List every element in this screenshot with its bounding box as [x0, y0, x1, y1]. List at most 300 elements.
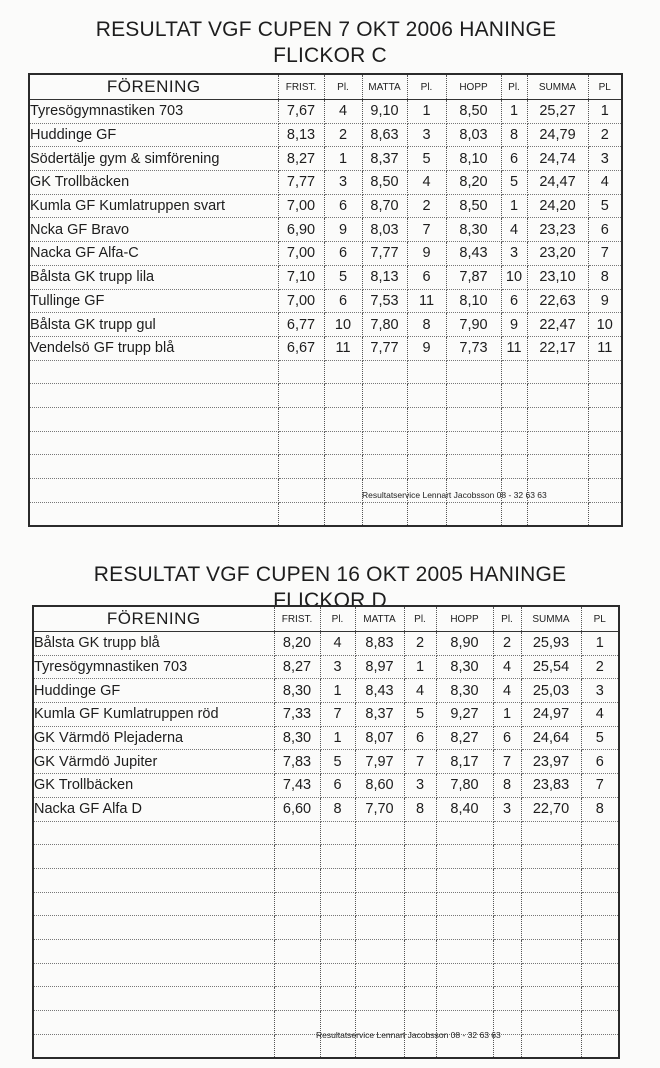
matta-score: 8,43 — [355, 679, 404, 703]
empty-cell — [33, 892, 274, 916]
column-header-hopp: HOPP — [446, 74, 501, 100]
column-header-pl: Pl. — [493, 606, 521, 632]
frist-place: 8 — [320, 797, 355, 821]
hopp-place: 6 — [501, 289, 527, 313]
empty-cell — [527, 502, 588, 526]
final-placing: 9 — [588, 289, 622, 313]
empty-cell — [581, 821, 619, 845]
matta-place: 7 — [407, 218, 446, 242]
empty-cell — [324, 455, 362, 479]
table-row — [33, 750, 619, 774]
frist-score: 6,90 — [278, 218, 324, 242]
hopp-place: 6 — [493, 726, 521, 750]
empty-cell — [29, 502, 278, 526]
empty-cell — [355, 868, 404, 892]
final-placing: 1 — [588, 100, 622, 124]
empty-cell — [33, 1034, 274, 1058]
final-placing: 7 — [588, 242, 622, 266]
table-header-row — [33, 606, 619, 632]
hopp-score: 8,30 — [446, 218, 501, 242]
final-placing: 4 — [581, 703, 619, 727]
club-name: Ncka GF Bravo — [29, 218, 278, 242]
frist-place: 10 — [324, 313, 362, 337]
empty-row — [33, 916, 619, 940]
empty-cell — [581, 868, 619, 892]
hopp-score: 7,73 — [446, 336, 501, 360]
column-header-pl: Pl. — [501, 74, 527, 100]
total-score: 22,70 — [521, 797, 581, 821]
frist-place: 1 — [320, 726, 355, 750]
table-row — [33, 726, 619, 750]
final-placing: 11 — [588, 336, 622, 360]
matta-score: 8,37 — [362, 147, 407, 171]
table-row — [33, 703, 619, 727]
final-placing: 8 — [581, 797, 619, 821]
matta-score: 7,70 — [355, 797, 404, 821]
empty-cell — [521, 939, 581, 963]
empty-cell — [581, 939, 619, 963]
empty-cell — [324, 502, 362, 526]
frist-score: 7,83 — [274, 750, 320, 774]
matta-place: 8 — [407, 313, 446, 337]
club-name: Nacka GF Alfa-C — [29, 242, 278, 266]
empty-cell — [521, 1034, 581, 1058]
club-name: Södertälje gym & simförening — [29, 147, 278, 171]
column-header-summa: SUMMA — [521, 606, 581, 632]
empty-cell — [404, 987, 436, 1011]
empty-cell — [362, 384, 407, 408]
club-name: Tullinge GF — [29, 289, 278, 313]
credit-note: Resultatservice Lennart Jacobsson 08 - 32 63 63 — [362, 490, 547, 500]
column-header-pl: Pl. — [407, 74, 446, 100]
club-name: Bålsta GK trupp blå — [33, 632, 274, 656]
hopp-score: 8,17 — [436, 750, 493, 774]
club-name: Tyresögymnastiken 703 — [29, 100, 278, 124]
empty-cell — [521, 845, 581, 869]
frist-score: 7,33 — [274, 703, 320, 727]
table-row — [29, 218, 622, 242]
matta-place: 6 — [407, 265, 446, 289]
matta-place: 5 — [407, 147, 446, 171]
empty-cell — [33, 916, 274, 940]
frist-place: 9 — [324, 218, 362, 242]
matta-score: 8,03 — [362, 218, 407, 242]
empty-cell — [521, 916, 581, 940]
empty-cell — [362, 431, 407, 455]
frist-score: 7,00 — [278, 289, 324, 313]
empty-cell — [29, 455, 278, 479]
empty-cell — [493, 939, 521, 963]
club-name: Huddinge GF — [29, 123, 278, 147]
empty-cell — [404, 916, 436, 940]
empty-cell — [501, 431, 527, 455]
table-row — [29, 194, 622, 218]
hopp-score: 9,27 — [436, 703, 493, 727]
hopp-place: 7 — [493, 750, 521, 774]
hopp-score: 8,30 — [436, 655, 493, 679]
column-header-matta: MATTA — [362, 74, 407, 100]
total-score: 24,74 — [527, 147, 588, 171]
empty-cell — [588, 384, 622, 408]
empty-cell — [521, 868, 581, 892]
club-name: Nacka GF Alfa D — [33, 797, 274, 821]
total-score: 22,17 — [527, 336, 588, 360]
empty-cell — [274, 987, 320, 1011]
empty-cell — [581, 1011, 619, 1035]
empty-cell — [278, 360, 324, 384]
matta-score: 8,97 — [355, 655, 404, 679]
empty-row — [33, 821, 619, 845]
empty-cell — [33, 821, 274, 845]
empty-cell — [501, 455, 527, 479]
empty-cell — [588, 360, 622, 384]
column-header-pl: Pl. — [404, 606, 436, 632]
empty-cell — [320, 845, 355, 869]
empty-cell — [521, 1011, 581, 1035]
empty-cell — [527, 431, 588, 455]
empty-cell — [324, 384, 362, 408]
hopp-score: 8,30 — [436, 679, 493, 703]
empty-cell — [407, 455, 446, 479]
empty-cell — [320, 939, 355, 963]
column-header-frist: FRIST. — [274, 606, 320, 632]
results-table — [32, 605, 620, 1059]
column-header-frist: FRIST. — [278, 74, 324, 100]
hopp-place: 11 — [501, 336, 527, 360]
total-score: 23,10 — [527, 265, 588, 289]
table-row — [29, 100, 622, 124]
empty-cell — [404, 868, 436, 892]
hopp-score: 8,27 — [436, 726, 493, 750]
frist-score: 8,30 — [274, 679, 320, 703]
empty-cell — [521, 821, 581, 845]
empty-cell — [274, 963, 320, 987]
empty-row — [33, 868, 619, 892]
column-header-forening: FÖRENING — [29, 74, 278, 100]
hopp-place: 4 — [501, 218, 527, 242]
empty-cell — [493, 963, 521, 987]
empty-cell — [436, 987, 493, 1011]
empty-cell — [588, 407, 622, 431]
frist-place: 11 — [324, 336, 362, 360]
empty-cell — [355, 845, 404, 869]
final-placing: 5 — [581, 726, 619, 750]
column-header-pl: Pl. — [324, 74, 362, 100]
frist-score: 6,77 — [278, 313, 324, 337]
frist-place: 5 — [324, 265, 362, 289]
matta-score: 7,53 — [362, 289, 407, 313]
empty-row — [33, 939, 619, 963]
total-score: 25,03 — [521, 679, 581, 703]
results-title: RESULTAT VGF CUPEN 16 OKT 2005 HANINGE — [93, 563, 567, 586]
frist-score: 8,27 — [278, 147, 324, 171]
empty-cell — [581, 1034, 619, 1058]
empty-cell — [436, 892, 493, 916]
empty-cell — [588, 479, 622, 503]
empty-cell — [404, 963, 436, 987]
empty-cell — [29, 384, 278, 408]
results-title: RESULTAT VGF CUPEN 7 OKT 2006 HANINGE — [95, 18, 557, 41]
empty-row — [29, 502, 622, 526]
total-score: 25,27 — [527, 100, 588, 124]
empty-cell — [436, 939, 493, 963]
table-row — [29, 265, 622, 289]
frist-place: 6 — [324, 289, 362, 313]
final-placing: 2 — [588, 123, 622, 147]
final-placing: 3 — [588, 147, 622, 171]
empty-cell — [446, 384, 501, 408]
results-section-flickor-d — [0, 545, 660, 1065]
hopp-score: 7,87 — [446, 265, 501, 289]
results-body — [29, 100, 622, 527]
empty-row — [29, 455, 622, 479]
matta-score: 7,77 — [362, 336, 407, 360]
empty-cell — [324, 360, 362, 384]
empty-row — [29, 384, 622, 408]
empty-row — [29, 360, 622, 384]
matta-place: 8 — [404, 797, 436, 821]
empty-cell — [355, 963, 404, 987]
empty-cell — [33, 845, 274, 869]
hopp-place: 1 — [501, 194, 527, 218]
frist-place: 5 — [320, 750, 355, 774]
table-row — [29, 289, 622, 313]
empty-cell — [278, 384, 324, 408]
empty-cell — [581, 892, 619, 916]
frist-place: 6 — [324, 242, 362, 266]
frist-place: 6 — [324, 194, 362, 218]
matta-place: 7 — [404, 750, 436, 774]
empty-cell — [404, 892, 436, 916]
results-subtitle: FLICKOR D — [273, 589, 387, 612]
frist-score: 6,60 — [274, 797, 320, 821]
empty-cell — [362, 455, 407, 479]
club-name: Kumla GF Kumlatruppen svart — [29, 194, 278, 218]
matta-place: 4 — [404, 679, 436, 703]
table-row — [29, 171, 622, 195]
final-placing: 4 — [588, 171, 622, 195]
empty-cell — [493, 916, 521, 940]
club-name: Kumla GF Kumlatruppen röd — [33, 703, 274, 727]
hopp-place: 10 — [501, 265, 527, 289]
empty-cell — [355, 987, 404, 1011]
empty-cell — [29, 407, 278, 431]
club-name: Huddinge GF — [33, 679, 274, 703]
final-placing: 1 — [581, 632, 619, 656]
empty-cell — [493, 868, 521, 892]
empty-cell — [446, 431, 501, 455]
total-score: 23,83 — [521, 774, 581, 798]
column-header-hopp: HOPP — [436, 606, 493, 632]
empty-cell — [527, 360, 588, 384]
empty-cell — [355, 939, 404, 963]
total-score: 22,47 — [527, 313, 588, 337]
empty-cell — [274, 939, 320, 963]
results-section-flickor-c — [0, 0, 660, 520]
empty-cell — [278, 431, 324, 455]
empty-cell — [521, 963, 581, 987]
empty-cell — [446, 455, 501, 479]
hopp-score: 7,90 — [446, 313, 501, 337]
matta-score: 8,07 — [355, 726, 404, 750]
frist-place: 4 — [320, 632, 355, 656]
empty-row — [33, 963, 619, 987]
empty-cell — [320, 821, 355, 845]
empty-cell — [588, 455, 622, 479]
hopp-score: 7,80 — [436, 774, 493, 798]
empty-cell — [404, 939, 436, 963]
empty-cell — [362, 360, 407, 384]
column-header-matta: MATTA — [355, 606, 404, 632]
empty-cell — [33, 987, 274, 1011]
empty-cell — [436, 821, 493, 845]
table-row — [29, 123, 622, 147]
empty-cell — [33, 868, 274, 892]
empty-cell — [493, 987, 521, 1011]
frist-score: 7,43 — [274, 774, 320, 798]
empty-cell — [278, 407, 324, 431]
final-placing: 6 — [581, 750, 619, 774]
empty-cell — [324, 407, 362, 431]
empty-cell — [29, 431, 278, 455]
total-score: 24,97 — [521, 703, 581, 727]
final-placing: 10 — [588, 313, 622, 337]
club-name: Tyresögymnastiken 703 — [33, 655, 274, 679]
matta-score: 8,63 — [362, 123, 407, 147]
total-score: 23,23 — [527, 218, 588, 242]
empty-cell — [355, 892, 404, 916]
empty-cell — [324, 431, 362, 455]
empty-cell — [588, 502, 622, 526]
matta-place: 9 — [407, 242, 446, 266]
empty-cell — [278, 502, 324, 526]
frist-place: 6 — [320, 774, 355, 798]
hopp-score: 8,50 — [446, 194, 501, 218]
table-row — [29, 313, 622, 337]
matta-place: 5 — [404, 703, 436, 727]
total-score: 25,54 — [521, 655, 581, 679]
frist-score: 6,67 — [278, 336, 324, 360]
frist-score: 8,13 — [278, 123, 324, 147]
table-row — [33, 679, 619, 703]
table-row — [29, 336, 622, 360]
results-body — [33, 632, 619, 1059]
frist-place: 1 — [320, 679, 355, 703]
empty-cell — [521, 987, 581, 1011]
frist-place: 1 — [324, 147, 362, 171]
empty-cell — [404, 821, 436, 845]
empty-cell — [355, 916, 404, 940]
total-score: 24,64 — [521, 726, 581, 750]
hopp-score: 8,43 — [446, 242, 501, 266]
empty-cell — [436, 916, 493, 940]
hopp-place: 4 — [493, 679, 521, 703]
empty-cell — [588, 431, 622, 455]
matta-score: 8,60 — [355, 774, 404, 798]
table-row — [33, 797, 619, 821]
empty-cell — [436, 963, 493, 987]
final-placing: 6 — [588, 218, 622, 242]
empty-row — [33, 892, 619, 916]
matta-place: 4 — [407, 171, 446, 195]
empty-cell — [274, 821, 320, 845]
empty-cell — [33, 939, 274, 963]
frist-place: 3 — [320, 655, 355, 679]
matta-place: 1 — [404, 655, 436, 679]
matta-score: 7,97 — [355, 750, 404, 774]
empty-cell — [274, 845, 320, 869]
matta-score: 8,83 — [355, 632, 404, 656]
empty-row — [29, 407, 622, 431]
frist-place: 3 — [324, 171, 362, 195]
hopp-place: 3 — [493, 797, 521, 821]
hopp-place: 8 — [501, 123, 527, 147]
empty-cell — [446, 502, 501, 526]
matta-score: 8,50 — [362, 171, 407, 195]
empty-row — [33, 987, 619, 1011]
column-header-forening: FÖRENING — [33, 606, 274, 632]
empty-cell — [320, 963, 355, 987]
empty-cell — [274, 1011, 320, 1035]
hopp-place: 6 — [501, 147, 527, 171]
total-score: 23,97 — [521, 750, 581, 774]
total-score: 25,93 — [521, 632, 581, 656]
matta-place: 2 — [407, 194, 446, 218]
empty-cell — [501, 407, 527, 431]
hopp-score: 8,10 — [446, 289, 501, 313]
matta-place: 9 — [407, 336, 446, 360]
empty-cell — [581, 963, 619, 987]
frist-score: 7,00 — [278, 194, 324, 218]
hopp-place: 1 — [493, 703, 521, 727]
results-table — [28, 73, 623, 527]
empty-cell — [29, 479, 278, 503]
empty-cell — [493, 821, 521, 845]
empty-cell — [274, 868, 320, 892]
table-row — [33, 655, 619, 679]
empty-cell — [521, 892, 581, 916]
empty-cell — [501, 360, 527, 384]
total-score: 24,20 — [527, 194, 588, 218]
credit-note: Resultatservice Lennart Jacobsson 08 - 32 63 63 — [316, 1030, 501, 1040]
empty-cell — [407, 384, 446, 408]
matta-score: 8,13 — [362, 265, 407, 289]
total-score: 23,20 — [527, 242, 588, 266]
frist-score: 8,27 — [274, 655, 320, 679]
hopp-place: 2 — [493, 632, 521, 656]
final-placing: 7 — [581, 774, 619, 798]
empty-row — [33, 845, 619, 869]
matta-place: 3 — [404, 774, 436, 798]
empty-cell — [274, 1034, 320, 1058]
matta-place: 1 — [407, 100, 446, 124]
total-score: 24,79 — [527, 123, 588, 147]
hopp-place: 1 — [501, 100, 527, 124]
frist-score: 7,77 — [278, 171, 324, 195]
club-name: GK Trollbäcken — [33, 774, 274, 798]
empty-cell — [407, 431, 446, 455]
empty-cell — [278, 479, 324, 503]
empty-cell — [320, 916, 355, 940]
empty-cell — [501, 502, 527, 526]
club-name: Vendelsö GF trupp blå — [29, 336, 278, 360]
empty-row — [29, 431, 622, 455]
frist-place: 7 — [320, 703, 355, 727]
empty-cell — [527, 384, 588, 408]
hopp-place: 3 — [501, 242, 527, 266]
empty-cell — [446, 360, 501, 384]
empty-cell — [446, 407, 501, 431]
